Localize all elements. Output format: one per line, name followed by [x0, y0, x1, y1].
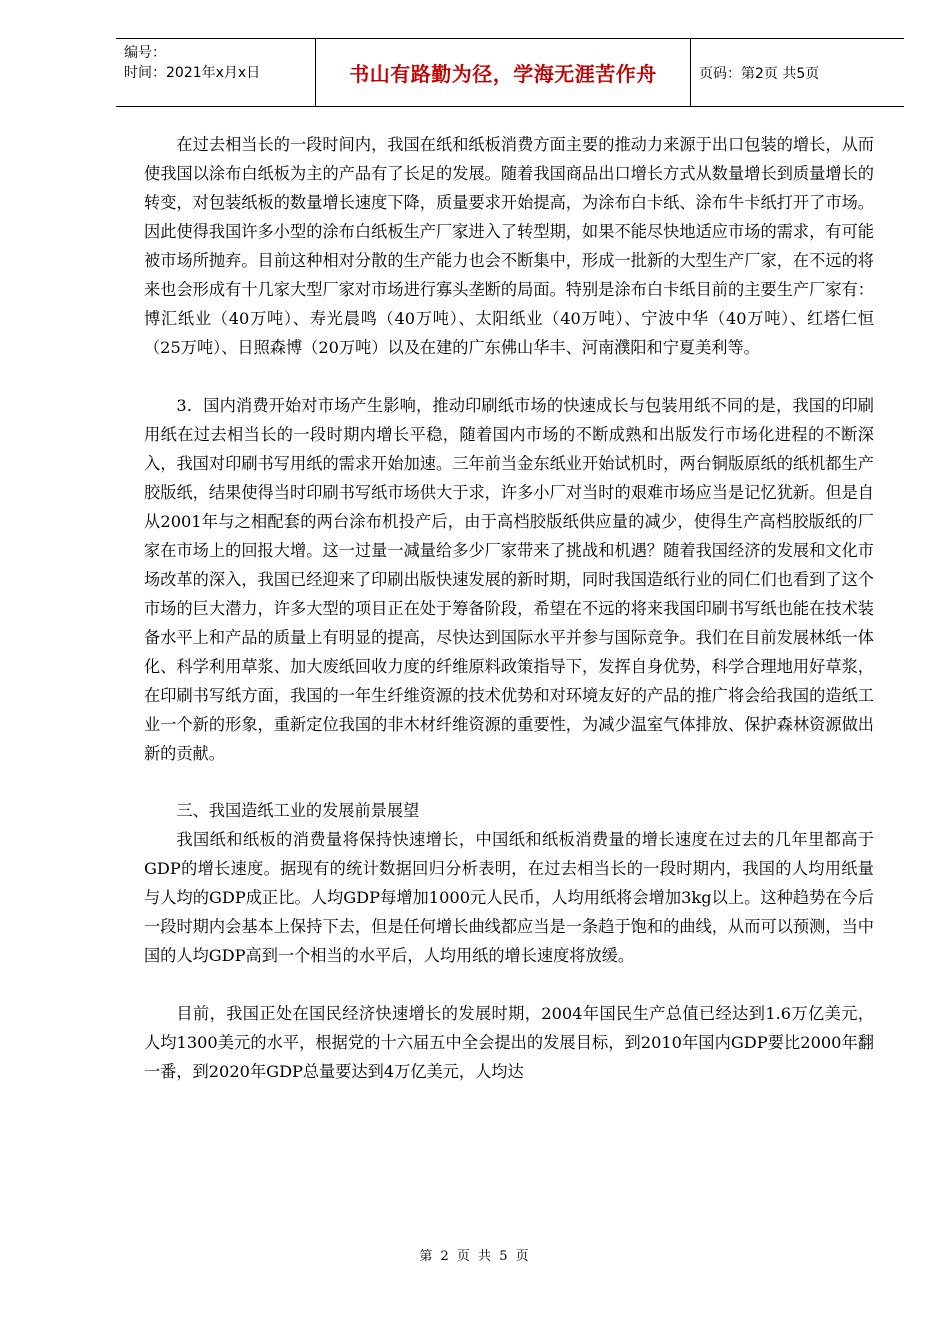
- paragraph-printing-paper: 3．国内消费开始对市场产生影响，推动印刷纸市场的快速成长与包装用纸不同的是，我国的印刷用纸在过去相当长的一段时期内增长平稳，随着国内市场的不断成熟和出版发行市场化进程的不断深入，我国对印刷书写用纸的需求开始加速。三年前当金东纸业开始试机时，两台铜版原纸的纸机都生产胶版纸，结果使得当时印刷书写纸市场供大于求，许多小厂对当时的艰难市场应当是记忆犹新。但是自从2001年与之相配套的两台涂布机投产后，由于高档胶版纸供应量的减少，使得生产高档胶版纸的厂家在市场上的回报大增。这一过量一减量给多少厂家带来了挑战和机遇？随着我国经济的发展和文化市场改革的深入，我国已经迎来了印刷出版快速发展的新时期，同时我国造纸行业的同仁们也看到了这个市场的巨大潜力，许多大型的项目正在处于筹备阶段，希望在不远的将来我国印刷书写纸也能在技术装备水平上和产品的质量上有明显的提高，尽快达到国际水平并参与国际竞争。我们在目前发展林纸一体化、科学利用草浆、加大废纸回收力度的纤维原料政策指导下，发挥自身优势，科学合理地用好草浆，在印刷书写纸方面，我国的一年生纤维资源的技术优势和对环境友好的产品的推广将会给我国的造纸工业一个新的形象，重新定位我国的非木材纤维资源的重要性，为减少温室气体排放、保护森林资源做出新的贡献。: [144, 396, 874, 763]
- document-number-label: 编号：: [124, 45, 166, 61]
- paragraph-consumption-growth: 我国纸和纸板的消费量将保持快速增长，中国纸和纸板消费量的增长速度在过去的几年里都高于GDP的增长速度。据现有的统计数据回归分析表明，在过去相当长的一段时期内，我国的人均用纸量与人均的GDP成正比。人均GDP每增加1000元人民币，人均用纸将会增加3kg以上。这种趋势在今后一段时期内会基本上保持下去，但是任何增长曲线都应当是一条趋于饱和的曲线，从而可以预测，当中国的人均GDP高到一个相当的水平后，人均用纸的增长速度将放缓。: [144, 830, 874, 965]
- paragraph-packaging: 在过去相当长的一段时间内，我国在纸和纸板消费方面主要的推动力来源于出口包装的增长，从而使我国以涂布白纸板为主的产品有了长足的发展。随着我国商品出口增长方式从数量增长到质量增长的转变，对包装纸板的数量增长速度下降，质量要求开始提高，为涂布白卡纸、涂布牛卡纸打开了市场。因此使得我国许多小型的涂布白纸板生产厂家进入了转型期，如果不能尽快地适应市场的需求，有可能被市场所抛弃。目前这种相对分散的生产能力也会不断集中，形成一批新的大型生产厂家，在不远的将来也会形成有十几家大型厂家对市场进行寡头垄断的局面。特别是涂布白卡纸目前的主要生产厂家有：博汇纸业（40万吨）、寿光晨鸣（40万吨）、太阳纸业（40万吨）、宁波中华（40万吨）、红塔仁恒（25万吨）、日照森博（20万吨）以及在建的广东佛山华丰、河南濮阳和宁夏美利等。: [144, 135, 874, 357]
- page-footer: 第 2 页 共 5 页: [419, 1249, 531, 1264]
- page-header: [116, 38, 904, 107]
- header-meta: [116, 39, 315, 106]
- paragraph-gdp-target: 目前，我国正处在国民经济快速增长的发展时期，2004年国民生产总值已经达到1.6万亿美元，人均1300美元的水平，根据党的十六届五中全会提出的发展目标，到2010年国内GDP要比2000年翻一番，到2020年GDP总量要达到4万亿美元，人均达: [144, 1004, 874, 1081]
- header-motto: 书山有路勤为径，学海无涯苦作舟: [315, 39, 691, 106]
- section-heading-outlook: 三、我国造纸工业的发展前景展望: [176, 801, 420, 820]
- document-body: [144, 130, 874, 1086]
- header-page-label: 页码：第2页 共5页: [699, 65, 820, 82]
- document-date-label: 时间：2021年x月x日: [124, 65, 261, 81]
